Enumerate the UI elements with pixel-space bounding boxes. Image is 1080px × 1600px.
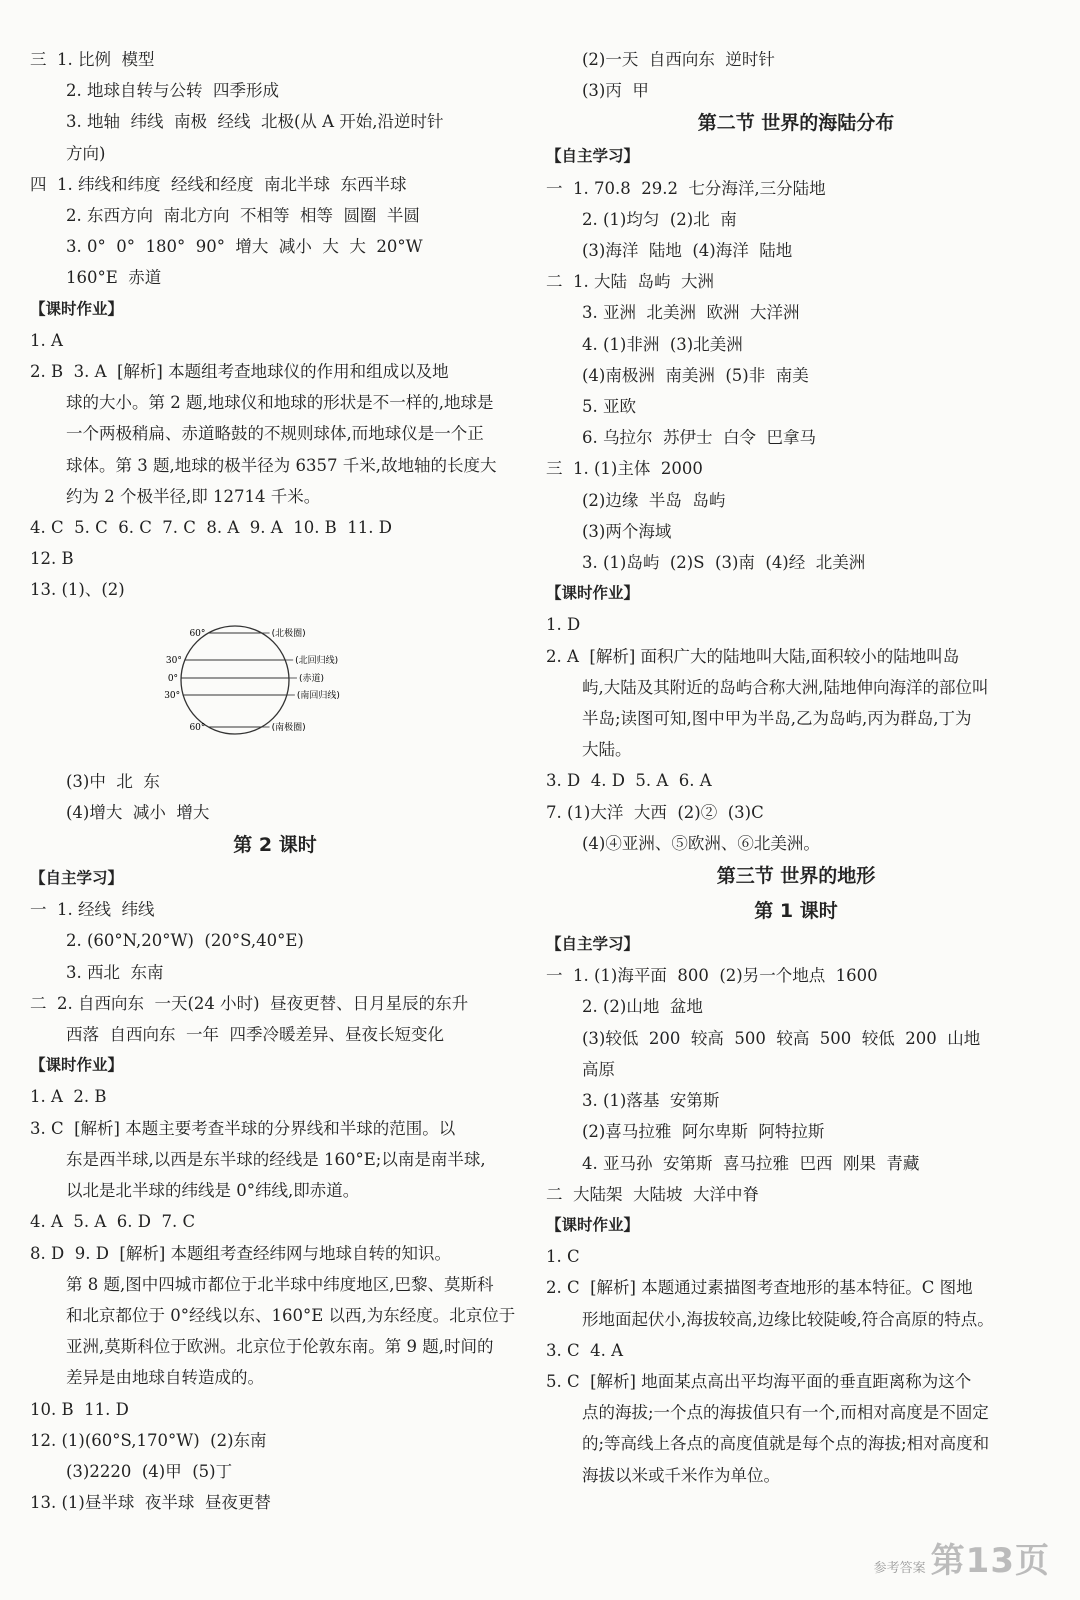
answer-line: 屿,大陆及其附近的岛屿合称大洲,陆地伸向海洋的部位叫 <box>582 677 989 697</box>
answer-line: 三 1. 比例 模型 <box>30 50 155 69</box>
section-label: 【课时作业】 <box>546 1215 640 1234</box>
answer-line: 4. A 5. A 6. D 7. C <box>30 1212 196 1232</box>
answer-line: 亚洲,莫斯科位于欧洲。北京位于伦敦东南。第 9 题,时间的 <box>66 1337 494 1357</box>
answer-line: (3)丙 甲 <box>582 81 649 101</box>
answer-line: 一 1. 70.8 29.2 七分海洋,三分陆地 <box>546 178 826 198</box>
answer-line: 160°E 赤道 <box>66 268 162 288</box>
answer-line: 二 大陆架 大陆坡 大洋中脊 <box>546 1184 759 1204</box>
answer-line: (3)2220 (4)甲 (5)丁 <box>66 1461 233 1481</box>
circle-name-label: (南回归线) <box>296 690 340 701</box>
answer-line: 7. (1)大洋 大西 (2)② (3)C <box>546 802 764 822</box>
answer-line: 一个两极稍扁、赤道略鼓的不规则球体,而地球仪是一个正 <box>66 424 484 444</box>
answer-line: 1. D <box>546 615 581 635</box>
answer-line: 1. A <box>30 330 63 350</box>
answer-line: 10. B 11. D <box>30 1399 129 1419</box>
answer-line: 点的海拔;一个点的海拔值只有一个,而相对高度是不固定 <box>582 1403 989 1423</box>
answer-line: (2)喜马拉雅 阿尔卑斯 阿特拉斯 <box>582 1122 825 1142</box>
answer-line: 4. 亚马孙 安第斯 喜马拉雅 巴西 刚果 青藏 <box>582 1153 920 1173</box>
answer-line: 2. (2)山地 盆地 <box>582 997 703 1017</box>
section-label: 【自主学习】 <box>546 935 640 954</box>
answer-line: 3. 地轴 纬线 南极 经线 北极(从 A 开始,沿逆时针 <box>66 112 444 132</box>
left-column <box>30 44 520 1518</box>
answer-line: 球体。第 3 题,地球的极半径为 6357 千米,故地轴的长度大 <box>66 455 497 475</box>
answer-line: (3)中 北 东 <box>66 771 160 791</box>
answer-line: 2. A [解析] 面积广大的陆地叫大陆,面积较小的陆地叫岛 <box>546 646 960 666</box>
circle-name-label: (北回归线) <box>295 655 339 666</box>
answer-line: 3. 西北 东南 <box>66 962 164 982</box>
answer-line: 4. C 5. C 6. C 7. C 8. A 9. A 10. B 11. D <box>30 518 393 538</box>
answer-line: 12. (1)(60°S,170°W) (2)东南 <box>30 1430 267 1450</box>
answer-line: 3. D 4. D 5. A 6. A <box>546 771 712 791</box>
right-column <box>546 44 1046 1491</box>
latitude-label: 0° <box>167 673 179 684</box>
latitude-label: 60° <box>189 722 206 733</box>
answer-line: 2. C [解析] 本题通过素描图考查地形的基本特征。C 图地 <box>546 1278 973 1298</box>
latitude-globe-diagram <box>164 608 410 758</box>
answer-line: 4. (1)非洲 (3)北美洲 <box>582 334 743 354</box>
answer-line: (3)两个海域 <box>582 521 672 541</box>
answer-line: 形地面起伏小,海拔较高,边缘比较陡峻,符合高原的特点。 <box>582 1309 994 1329</box>
answer-line: (4)南极洲 南美洲 (5)非 南美 <box>582 365 809 385</box>
latitude-label: 60° <box>189 628 206 639</box>
circle-name-label: (南极圈) <box>271 722 306 733</box>
answer-line: 以北是北半球的纬线是 0°纬线,即赤道。 <box>66 1181 360 1201</box>
answer-line: 大陆。 <box>582 740 632 760</box>
answer-line: 12. B <box>30 549 74 569</box>
answer-line: 高原 <box>582 1059 615 1079</box>
globe-diagram <box>30 606 520 766</box>
section-label: 【课时作业】 <box>30 1056 124 1075</box>
circle-name-label: (北极圈) <box>271 628 306 639</box>
answer-line: 2. (60°N,20°W) (20°S,40°E) <box>66 931 304 951</box>
answer-line: 13. (1)昼半球 夜半球 昼夜更替 <box>30 1493 271 1513</box>
section-label: 【自主学习】 <box>30 869 124 888</box>
answer-line: 四 1. 纬线和纬度 经线和经度 南北半球 东西半球 <box>30 174 407 194</box>
section-title: 第三节 世界的地形 <box>716 865 876 888</box>
answer-line: 二 2. 自西向东 一天(24 小时) 昼夜更替、日月星辰的东升 <box>30 993 469 1013</box>
answer-line: 3. (1)岛屿 (2)S (3)南 (4)经 北美洲 <box>582 553 866 573</box>
answer-line: 3. C [解析] 本题主要考查半球的分界线和半球的范围。以 <box>30 1118 456 1138</box>
answer-line: (3)较低 200 较高 500 较高 500 较低 200 山地 <box>582 1028 981 1048</box>
answer-line: 3. (1)落基 安第斯 <box>582 1091 720 1111</box>
answer-line: 和北京都位于 0°经线以东、160°E 以西,为东经度。北京位于 <box>66 1305 516 1325</box>
section-title: 第 2 课时 <box>233 834 317 857</box>
section-title: 第二节 世界的海陆分布 <box>697 112 895 135</box>
section-title: 第 1 课时 <box>754 900 838 923</box>
answer-line: 海拔以米或千米作为单位。 <box>582 1465 780 1485</box>
answer-line: 2. (1)均匀 (2)北 南 <box>582 209 737 229</box>
page-footer <box>874 1533 1050 1582</box>
section-label: 【课时作业】 <box>30 299 124 318</box>
globe-outline <box>181 626 289 734</box>
answer-line: 的;等高线上各点的高度值就是每个点的海拔;相对高度和 <box>582 1434 990 1454</box>
latitude-label: 30° <box>165 655 182 666</box>
answer-line: 1. A 2. B <box>30 1087 107 1107</box>
answer-line: (2)一天 自西向东 逆时针 <box>582 50 775 69</box>
answer-line: 东是西半球,以西是东半球的经线是 160°E;以南是南半球, <box>66 1149 486 1169</box>
latitude-label: 30° <box>164 690 181 701</box>
answer-line: 3. 0° 0° 180° 90° 增大 减小 大 大 20°W <box>66 237 423 257</box>
answer-line: 2. B 3. A [解析] 本题组考查地球仪的作用和组成以及地 <box>30 362 449 382</box>
answer-line: (4)④亚洲、⑤欧洲、⑥北美洲。 <box>582 833 820 853</box>
answer-line: 三 1. (1)主体 2000 <box>546 459 703 479</box>
answer-line: (2)边缘 半岛 岛屿 <box>582 490 726 510</box>
answer-line: 1. C <box>546 1247 580 1267</box>
answer-line: 二 1. 大陆 岛屿 大洲 <box>546 272 714 292</box>
answer-line: 6. 乌拉尔 苏伊士 白令 巴拿马 <box>582 428 816 448</box>
answer-line: 第 8 题,图中四城市都位于北半球中纬度地区,巴黎、莫斯科 <box>66 1274 494 1294</box>
answer-line: 半岛;读图可知,图中甲为半岛,乙为岛屿,丙为群岛,丁为 <box>582 709 972 729</box>
answer-line: 一 1. (1)海平面 800 (2)另一个地点 1600 <box>546 966 878 986</box>
answer-line: 5. C [解析] 地面某点高出平均海平面的垂直距离称为这个 <box>546 1371 972 1391</box>
footer-label: 参考答案 <box>873 1561 926 1576</box>
answer-line: 2. 地球自转与公转 四季形成 <box>66 81 279 101</box>
answer-line: 球的大小。第 2 题,地球仪和地球的形状是不一样的,地球是 <box>66 393 494 413</box>
answer-line: 方向) <box>66 143 106 163</box>
answer-line: 13. (1)、(2) <box>30 580 125 600</box>
answer-line: 3. 亚洲 北美洲 欧洲 大洋洲 <box>582 303 800 323</box>
answer-line: 2. 东西方向 南北方向 不相等 相等 圆圈 半圆 <box>66 206 420 226</box>
section-label: 【课时作业】 <box>546 584 640 603</box>
section-label: 【自主学习】 <box>546 147 640 166</box>
answer-line: 5. 亚欧 <box>582 397 636 417</box>
answer-line: 一 1. 经线 纬线 <box>30 900 155 920</box>
answer-line: 8. D 9. D [解析] 本题组考查经纬网与地球自转的知识。 <box>30 1243 452 1263</box>
answer-line: (3)海洋 陆地 (4)海洋 陆地 <box>582 241 793 261</box>
answer-line: 约为 2 个极半径,即 12714 千米。 <box>66 486 321 506</box>
answer-line: 3. C 4. A <box>546 1340 624 1360</box>
page-number: 第13页 <box>930 1541 1050 1581</box>
answer-line: 西落 自西向东 一年 四季冷暖差异、昼夜长短变化 <box>66 1025 444 1045</box>
answer-line: 差异是由地球自转造成的。 <box>66 1368 264 1388</box>
circle-name-label: (赤道) <box>298 673 324 684</box>
answer-line: (4)增大 减小 增大 <box>66 802 210 822</box>
